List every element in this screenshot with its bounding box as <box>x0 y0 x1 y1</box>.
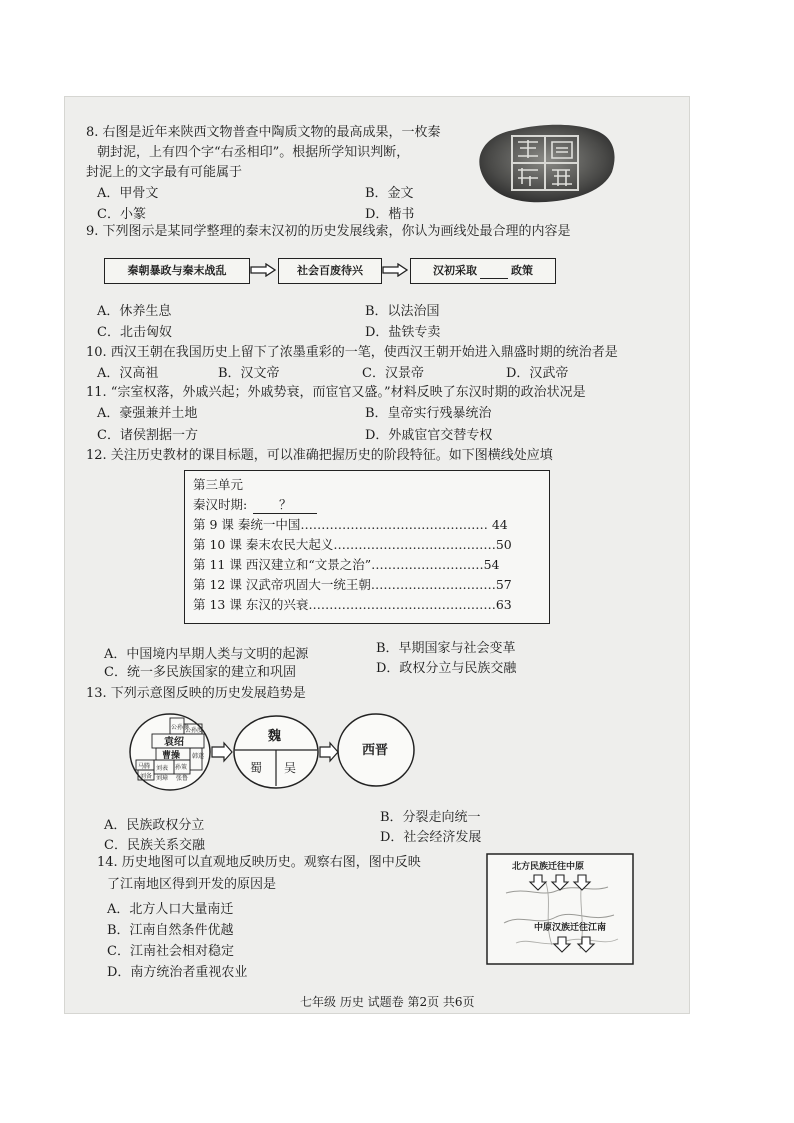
warlord-label: 公孙瓒 <box>171 724 190 731</box>
q13-option-a: A．民族政权分立 <box>104 818 205 833</box>
q8-stem-line1: 8. 右图是近年来陕西文物普查中陶质文物的最高成果，一枚秦 <box>86 125 441 140</box>
q11-stem: 11. “宗室权落，外戚兴起；外戚势衰，而宦官又盛。”材料反映了东汉时期的政治状况是 <box>86 385 586 400</box>
q8-option-d: D．楷书 <box>365 207 415 222</box>
warlord-label: 孙策 <box>175 764 188 771</box>
q14-option-d: D．南方统治者重视农业 <box>107 965 248 980</box>
kingdom-shu: 蜀 <box>250 761 263 775</box>
q10-option-d: D．汉武帝 <box>506 366 569 381</box>
map-label-south: 中原汉族迁往江南 <box>534 923 607 933</box>
arrow-right-icon <box>212 743 232 761</box>
q10-option-c: C．汉景帝 <box>362 366 424 381</box>
warlord-label: 曹操 <box>162 751 181 761</box>
q11-option-b: B．皇帝实行残暴统治 <box>365 406 492 421</box>
arrow-right-icon <box>382 263 408 277</box>
toc-lesson: 第 13 课 东汉的兴衰………………………………………63 <box>193 597 512 612</box>
warlord-label: 袁绍 <box>164 737 184 748</box>
q13-option-c: C．民族关系交融 <box>104 838 205 853</box>
toc-period-blank: ？ <box>253 497 317 514</box>
q14-stem-line2: 了江南地区得到开发的原因是 <box>107 877 277 892</box>
q13-stem: 13. 下列示意图反映的历史发展趋势是 <box>86 686 306 701</box>
q14-stem-line1: 14. 历史地图可以直观地反映历史。观察右图，图中反映 <box>97 855 421 870</box>
warlord-label: 公孙度 <box>185 727 204 734</box>
toc-box <box>184 470 550 624</box>
q9-option-c: C．北击匈奴 <box>97 325 172 340</box>
toc-period-label: 秦汉时期: <box>193 497 248 512</box>
q13-option-d: D．社会经济发展 <box>380 830 482 845</box>
flow-box-2: 社会百废待兴 <box>278 258 382 284</box>
arrow-right-icon <box>320 743 338 761</box>
kingdom-wei: 魏 <box>268 729 282 744</box>
blank-line <box>480 264 508 279</box>
migration-map <box>486 853 634 965</box>
toc-unit: 第三单元 <box>193 477 244 492</box>
flow-box-3-prefix: 汉初采取 <box>433 264 477 277</box>
clay-seal-image <box>474 120 618 206</box>
warlord-label: 刘备 <box>140 773 153 780</box>
q10-option-a: A．汉高祖 <box>97 366 159 381</box>
q8-stem-line2: 朝封泥，上有四个字“右丞相印”。根据所学知识判断， <box>97 145 410 160</box>
q12-option-b: B．早期国家与社会变革 <box>376 641 516 656</box>
toc-lesson: 第 12 课 汉武帝巩固大一统王朝…………………………57 <box>193 577 512 592</box>
toc-lesson: 第 9 课 秦统一中国……………………………………… 44 <box>193 517 508 532</box>
q13-option-b: B．分裂走向统一 <box>380 810 481 825</box>
q9-option-b: B．以法治国 <box>365 304 440 319</box>
toc-period <box>193 497 317 514</box>
q9-stem: 9. 下列图示是某同学整理的秦末汉初的历史发展线索，你认为画线处最合理的内容是 <box>86 224 571 239</box>
q11-option-d: D．外戚宦官交替专权 <box>365 428 493 443</box>
western-jin: 西晋 <box>362 743 389 758</box>
flow-box-1: 秦朝暴政与秦末战乱 <box>104 258 250 284</box>
q12-option-d: D．政权分立与民族交融 <box>376 661 517 676</box>
three-kingdoms-diagram <box>126 712 416 796</box>
arrow-right-icon <box>250 263 276 277</box>
toc-lesson: 第 10 课 秦末农民大起义…………………………………50 <box>193 537 512 552</box>
kingdom-wu: 吴 <box>284 761 297 775</box>
q14-option-b: B．江南自然条件优越 <box>107 923 234 938</box>
q14-option-a: A．北方人口大量南迁 <box>107 902 234 917</box>
q11-option-a: A．豪强兼并土地 <box>97 406 198 421</box>
flow-box-3 <box>410 258 556 284</box>
map-label-north: 北方民族迁往中原 <box>512 862 585 872</box>
q8-option-b: B．金文 <box>365 186 414 201</box>
q12-option-c: C．统一多民族国家的建立和巩固 <box>104 665 296 680</box>
q9-option-a: A．休养生息 <box>97 304 172 319</box>
q10-stem: 10. 西汉王朝在我国历史上留下了浓墨重彩的一笔，使西汉王朝开始进入鼎盛时期的统治者是 <box>86 345 618 360</box>
warlord-label: 张鲁 <box>176 775 189 782</box>
q8-stem-line3: 封泥上的文字最有可能属于 <box>86 165 243 180</box>
q9-option-d: D．盐铁专卖 <box>365 325 441 340</box>
q12-option-a: A．中国境内早期人类与文明的起源 <box>104 647 309 662</box>
q11-option-c: C．诸侯割据一方 <box>97 428 198 443</box>
q8-option-a: A．甲骨文 <box>97 186 159 201</box>
warlord-label: 韩遂 <box>192 753 205 760</box>
warlord-label: 马腾 <box>138 763 151 770</box>
flow-box-3-suffix: 政策 <box>511 264 533 277</box>
toc-lesson: 第 11 课 西汉建立和“文景之治”………………………54 <box>193 557 500 572</box>
warlord-label: 刘璋 <box>156 775 169 782</box>
warlord-label: 刘表 <box>156 765 169 772</box>
q14-option-c: C．江南社会相对稳定 <box>107 944 234 959</box>
q10-option-b: B．汉文帝 <box>218 366 280 381</box>
q12-stem: 12. 关注历史教材的课目标题，可以准确把握历史的阶段特征。如下图横线处应填 <box>86 448 553 463</box>
page-footer: 七年级 历史 试题卷 第2页 共6页 <box>300 995 475 1009</box>
q8-option-c: C．小篆 <box>97 207 146 222</box>
